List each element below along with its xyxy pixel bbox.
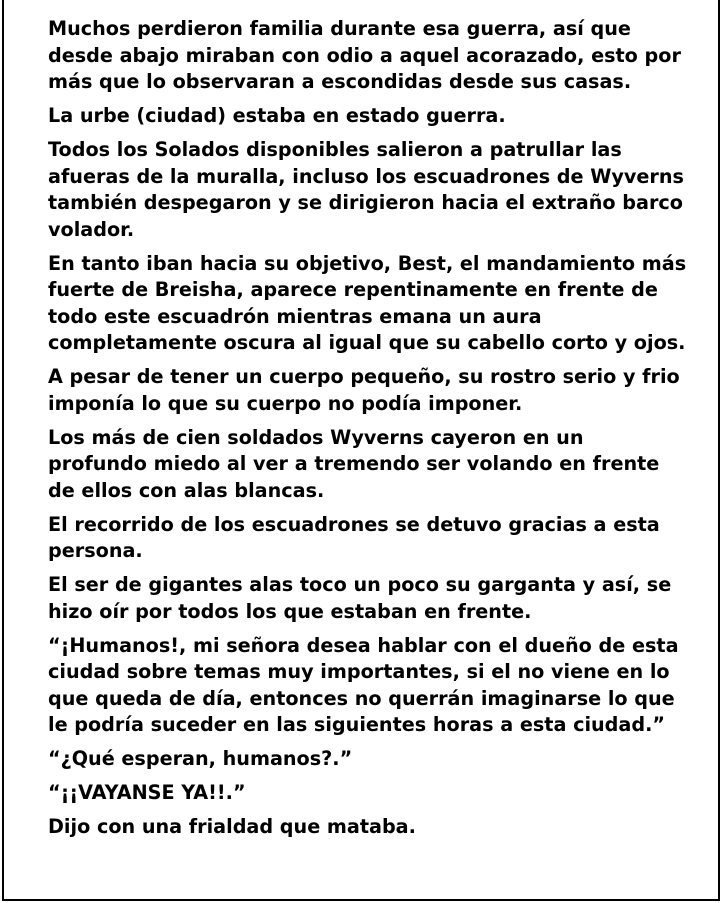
paragraph-3: Todos los Solados disponibles salieron a patrullar las afueras de la muralla, incluso los escuadrones de Wyverns también despegaron y se dirigieron hacia el extraño barco volador. bbox=[48, 138, 684, 241]
paragraph-2: La urbe (ciudad) estaba en estado guerra. bbox=[48, 104, 506, 127]
paragraph-1: Muchos perdieron familia durante esa guerra, así que desde abajo miraban con odio a aquel acorazado, esto por más que lo observaran a escondidas desde sus casas. bbox=[48, 17, 681, 93]
paragraph-6: Los más de cien soldados Wyverns cayeron en un profundo miedo al ver a tremendo ser volando en frente de ellos con alas blancas. bbox=[48, 425, 660, 502]
paragraph-9: “¡Humanos!, mi señora desea hablar con el dueño de esta ciudad sobre temas muy importantes, si el no viene en lo que queda de día, entonces no querrán imaginarse lo que le podría suceder en las siguientes horas a esta ciudad.” bbox=[48, 633, 679, 736]
page-frame bbox=[2, 0, 720, 901]
paragraph-11: “¡¡VAYANSE YA!!.” bbox=[48, 781, 246, 804]
paragraph-4: En tanto iban hacia su objetivo, Best, el mandamiento más fuerte de Breisha, aparece repentinamente en frente de todo este escuadrón mientras emana un aura completamente oscura al igual que su cabello corto y ojos. bbox=[48, 251, 687, 354]
paragraph-12: Dijo con una frialdad que mataba. bbox=[48, 815, 416, 838]
paragraph-8: El ser de gigantes alas toco un poco su garganta y así, se hizo oír por todos los que estaban en frente. bbox=[48, 573, 672, 623]
story-text bbox=[48, 16, 688, 848]
paragraph-7: El recorrido de los escuadrones se detuvo gracias a esta persona. bbox=[48, 512, 660, 562]
paragraph-10: “¿Qué esperan, humanos?.” bbox=[48, 747, 353, 770]
paragraph-5: A pesar de tener un cuerpo pequeño, su rostro serio y frio imponía lo que su cuerpo no podía imponer. bbox=[48, 365, 680, 415]
